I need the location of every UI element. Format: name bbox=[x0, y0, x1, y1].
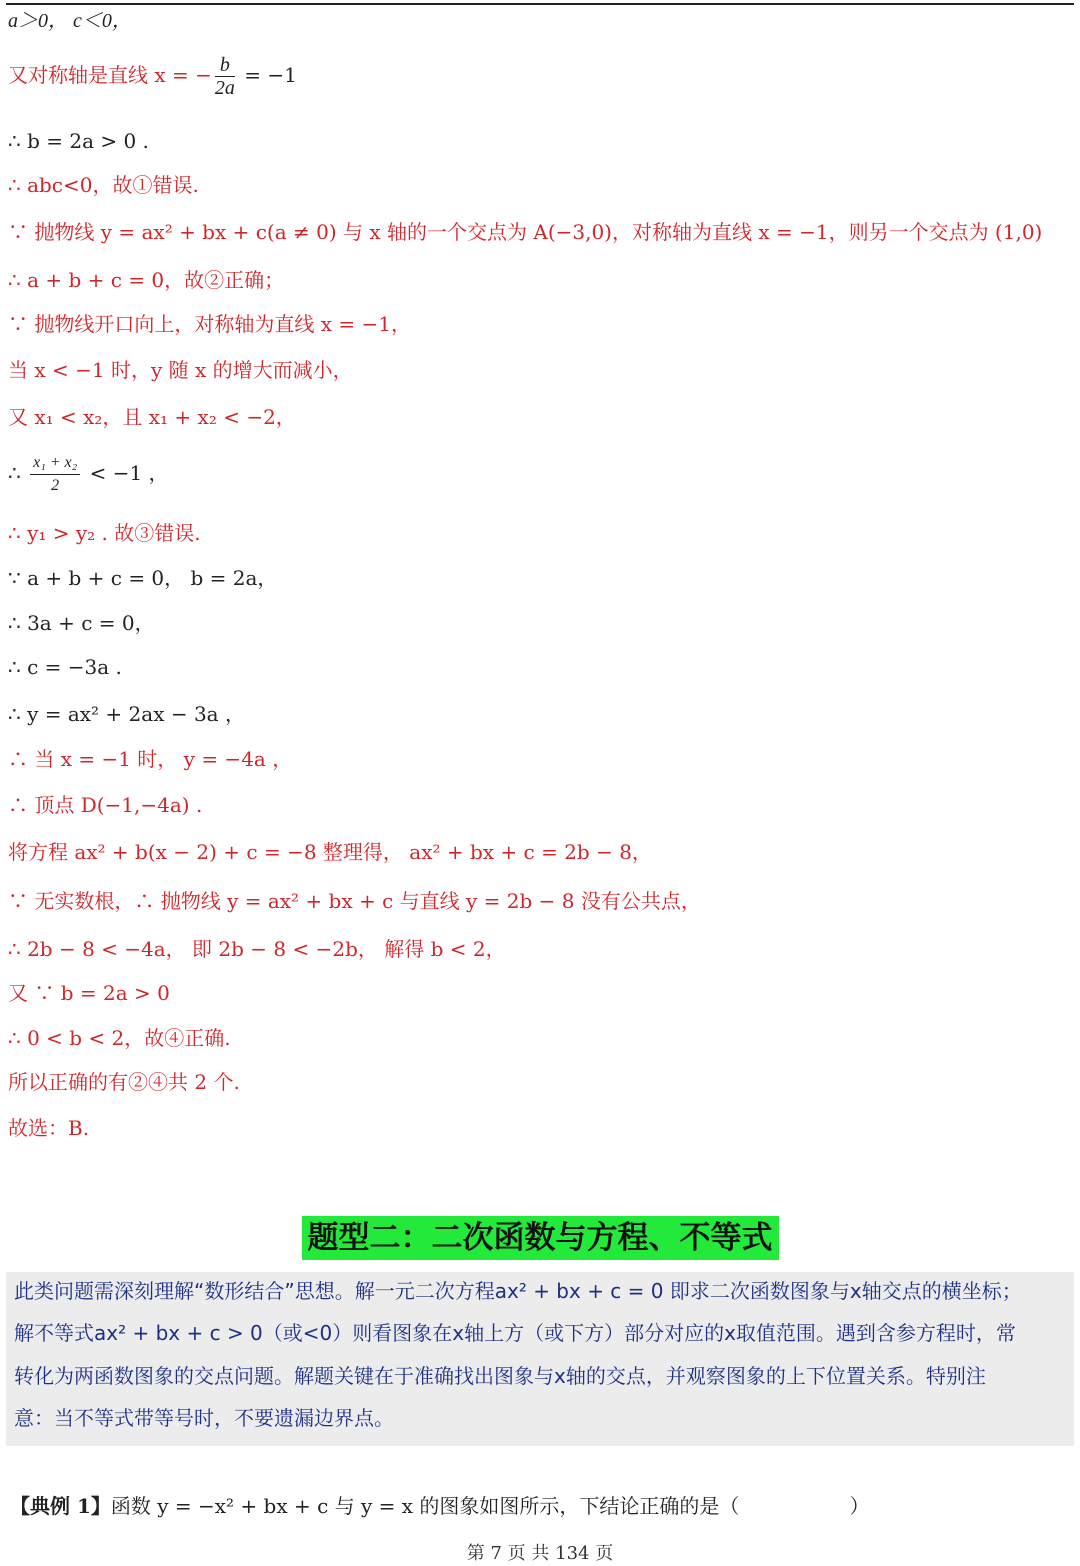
summary-line: 解不等式ax² + bx + c > 0（或<0）则看图象在x轴上方（或下方）部分对应的x取值范围。遇到含参方程时，常 bbox=[14, 1321, 1016, 1345]
example-question bbox=[10, 1493, 869, 1519]
line-text-post: < −1 ， bbox=[83, 461, 169, 485]
solution-line: 故选：B. bbox=[8, 1116, 90, 1140]
section-heading-container bbox=[0, 1216, 1080, 1260]
solution-line: ∴ 3a + c = 0， bbox=[8, 611, 155, 635]
solution-line: a＞0， c＜0， bbox=[8, 10, 132, 32]
method-summary-box bbox=[6, 1272, 1074, 1446]
solution-line: ∴ 2b − 8 < −4a， 即 2b − 8 < −2b， 解得 b < 2， bbox=[8, 937, 506, 961]
fraction-denominator: 2 bbox=[51, 477, 60, 494]
solution-line: ∴ c = −3a . bbox=[8, 655, 122, 679]
solution-line: ∴ y = ax² + 2ax − 3a ， bbox=[8, 702, 245, 726]
solution-line: 又 x₁ < x₂，且 x₁ + x₂ < −2， bbox=[8, 405, 296, 429]
solution-line bbox=[8, 452, 169, 497]
line-text-pre: 又对称轴是直线 x = − bbox=[8, 63, 212, 87]
summary-line: 转化为两函数图象的交点问题。解题关键在于准确找出图象与x轴的交点，并观察图象的上下位置关系。特别注 bbox=[14, 1364, 986, 1388]
solution-line: 所以正确的有②④共 2 个. bbox=[8, 1070, 240, 1094]
example-label: 【典例 1】 bbox=[10, 1494, 111, 1518]
solution-line: ∵ 抛物线开口向上，对称轴为直线 x = −1， bbox=[8, 312, 411, 336]
solution-line bbox=[8, 54, 297, 99]
solution-line: 将方程 ax² + b(x − 2) + c = −8 整理得， ax² + bx + c = 2b − 8， bbox=[8, 840, 652, 864]
top-rule bbox=[6, 3, 1074, 5]
fraction-denominator: 2a bbox=[214, 77, 235, 99]
solution-line: ∵ 抛物线 y = ax² + bx + c(a ≠ 0) 与 x 轴的一个交点为 A(−3,0)，对称轴为直线 x = −1，则另一个交点为 (1,0) bbox=[8, 220, 1043, 244]
example-text: 函数 y = −x² + bx + c 与 y = x 的图象如图所示，下结论正确的是（ bbox=[110, 1494, 740, 1518]
page-footer: 第 7 页 共 134 页 bbox=[466, 1543, 614, 1564]
solution-line: ∴ abc<0，故①错误. bbox=[8, 173, 199, 197]
solution-line: ∴ y₁ > y₂ . 故③错误. bbox=[8, 521, 201, 545]
section-heading: 题型二：二次函数与方程、不等式 bbox=[302, 1216, 779, 1260]
example-close: ） bbox=[849, 1494, 870, 1518]
solution-line: 又 ∵ b = 2a > 0 bbox=[8, 981, 170, 1005]
solution-line: ∵ a + b + c = 0， b = 2a， bbox=[8, 566, 278, 590]
solution-line: ∵ 无实数根，∴ 抛物线 y = ax² + bx + c 与直线 y = 2b − 8 没有公共点， bbox=[8, 889, 701, 913]
fraction-numerator: b bbox=[215, 54, 235, 77]
solution-line: ∴ b = 2a > 0 . bbox=[8, 129, 149, 153]
line-text-post: = −1 bbox=[237, 63, 297, 87]
solution-line: ∴ a + b + c = 0，故②正确； bbox=[8, 268, 285, 292]
solution-line: 当 x < −1 时，y 随 x 的增大而减小， bbox=[8, 358, 353, 382]
fraction bbox=[215, 54, 235, 99]
fraction-numerator: x₁ + x₂ bbox=[30, 452, 80, 475]
solution-line: ∴ 顶点 D(−1,−4a) . bbox=[8, 793, 203, 817]
summary-line: 此类问题需深刻理解“数形结合”思想。解一元二次方程ax² + bx + c = 0 即求二次函数图象与x轴交点的横坐标； bbox=[14, 1279, 1022, 1303]
solution-line: ∴ 0 < b < 2，故④正确. bbox=[8, 1026, 231, 1050]
fraction bbox=[30, 452, 80, 497]
summary-line: 意：当不等式带等号时，不要遗漏边界点。 bbox=[14, 1406, 394, 1430]
solution-line: ∴ 当 x = −1 时， y = −4a ， bbox=[8, 747, 293, 771]
line-text-pre: ∴ bbox=[8, 461, 28, 485]
